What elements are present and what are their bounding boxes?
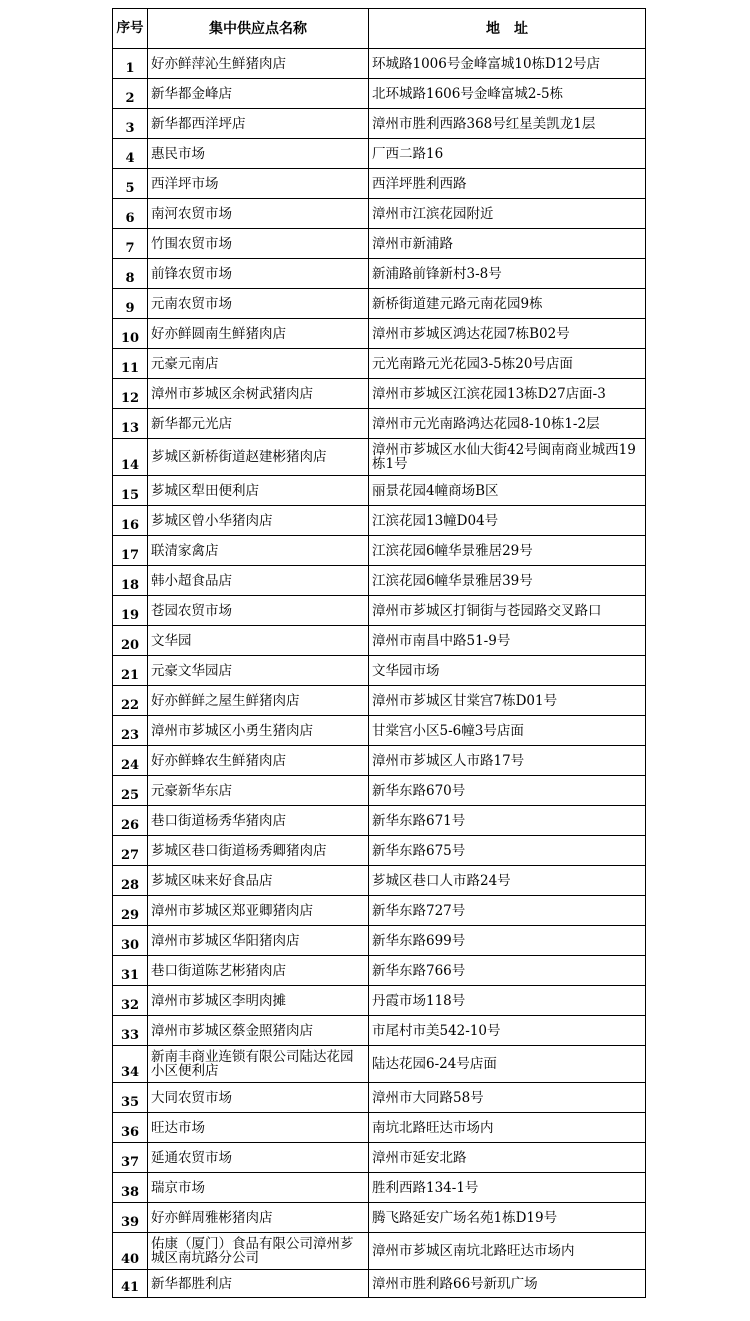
address-cell: 新华东路727号	[369, 896, 646, 926]
table-row	[113, 866, 646, 896]
table-row	[113, 1270, 646, 1298]
serial-number-cell: 22	[113, 686, 148, 716]
table-row	[113, 1173, 646, 1203]
address-cell: 江滨花园13幢D04号	[369, 506, 646, 536]
address-cell: 漳州市芗城区人市路17号	[369, 746, 646, 776]
table-row	[113, 476, 646, 506]
table-row	[113, 536, 646, 566]
table-row	[113, 259, 646, 289]
supply-points-table	[112, 8, 646, 1298]
supply-point-name-cell: 佑康（厦门）食品有限公司漳州芗城区南坑路分公司	[148, 1233, 369, 1270]
serial-number-cell: 2	[113, 79, 148, 109]
address-cell: 新华东路699号	[369, 926, 646, 956]
table-row	[113, 776, 646, 806]
supply-point-name-cell: 芗城区新桥街道赵建彬猪肉店	[148, 439, 369, 476]
serial-number-cell: 17	[113, 536, 148, 566]
address-cell: 南坑北路旺达市场内	[369, 1113, 646, 1143]
address-cell: 陆达花园6-24号店面	[369, 1046, 646, 1083]
serial-number-cell: 36	[113, 1113, 148, 1143]
serial-number-cell: 31	[113, 956, 148, 986]
table-row	[113, 746, 646, 776]
serial-number-cell: 23	[113, 716, 148, 746]
supply-point-name-cell: 苍园农贸市场	[148, 596, 369, 626]
table-row	[113, 229, 646, 259]
serial-number-cell: 11	[113, 349, 148, 379]
supply-point-name-cell: 惠民市场	[148, 139, 369, 169]
supply-point-name-cell: 好亦鲜鲜之屋生鲜猪肉店	[148, 686, 369, 716]
serial-number-cell: 28	[113, 866, 148, 896]
supply-points-table-sheet	[112, 8, 645, 1298]
serial-number-cell: 26	[113, 806, 148, 836]
address-cell: 漳州市新浦路	[369, 229, 646, 259]
serial-number-cell: 6	[113, 199, 148, 229]
address-cell: 新华东路675号	[369, 836, 646, 866]
serial-number-cell: 10	[113, 319, 148, 349]
address-cell: 漳州市芗城区鸿达花园7栋B02号	[369, 319, 646, 349]
supply-point-name-cell: 新华都金峰店	[148, 79, 369, 109]
serial-number-cell: 34	[113, 1046, 148, 1083]
supply-point-name-cell: 瑞京市场	[148, 1173, 369, 1203]
address-cell: 漳州市芗城区江滨花园13栋D27店面-3	[369, 379, 646, 409]
serial-number-cell: 38	[113, 1173, 148, 1203]
serial-number-cell: 9	[113, 289, 148, 319]
table-row	[113, 506, 646, 536]
table-row	[113, 716, 646, 746]
supply-point-name-cell: 新华都西洋坪店	[148, 109, 369, 139]
serial-number-cell: 24	[113, 746, 148, 776]
table-row	[113, 289, 646, 319]
serial-number-cell: 18	[113, 566, 148, 596]
supply-point-name-cell: 文华园	[148, 626, 369, 656]
address-cell: 市尾村市美542-10号	[369, 1016, 646, 1046]
address-cell: 江滨花园6幢华景雅居29号	[369, 536, 646, 566]
address-cell: 元光南路元光花园3-5栋20号店面	[369, 349, 646, 379]
serial-number-cell: 14	[113, 439, 148, 476]
supply-point-name-cell: 芗城区巷口街道杨秀卿猪肉店	[148, 836, 369, 866]
serial-number-cell: 1	[113, 49, 148, 79]
supply-point-name-cell: 新南丰商业连锁有限公司陆达花园小区便利店	[148, 1046, 369, 1083]
table-row	[113, 139, 646, 169]
supply-point-name-cell: 旺达市场	[148, 1113, 369, 1143]
table-row	[113, 1046, 646, 1083]
address-cell: 新华东路766号	[369, 956, 646, 986]
address-cell: 漳州市芗城区水仙大街42号闽南商业城西19栋1号	[369, 439, 646, 476]
supply-point-name-cell: 延通农贸市场	[148, 1143, 369, 1173]
table-row	[113, 1113, 646, 1143]
table-row	[113, 926, 646, 956]
serial-number-cell: 40	[113, 1233, 148, 1270]
serial-number-cell: 39	[113, 1203, 148, 1233]
serial-number-cell: 35	[113, 1083, 148, 1113]
table-row	[113, 1016, 646, 1046]
table-row	[113, 686, 646, 716]
table-row	[113, 199, 646, 229]
table-row	[113, 1143, 646, 1173]
serial-number-cell: 15	[113, 476, 148, 506]
header-serial-number: 序号	[113, 9, 148, 49]
table-row	[113, 109, 646, 139]
header-supply-point-name: 集中供应点名称	[148, 9, 369, 49]
table-row	[113, 349, 646, 379]
serial-number-cell: 8	[113, 259, 148, 289]
serial-number-cell: 16	[113, 506, 148, 536]
table-row	[113, 409, 646, 439]
table-body	[113, 49, 646, 1298]
table-row	[113, 79, 646, 109]
serial-number-cell: 7	[113, 229, 148, 259]
supply-point-name-cell: 芗城区曾小华猪肉店	[148, 506, 369, 536]
supply-point-name-cell: 漳州市芗城区余树武猪肉店	[148, 379, 369, 409]
table-row	[113, 596, 646, 626]
address-cell: 漳州市大同路58号	[369, 1083, 646, 1113]
supply-point-name-cell: 新华都元光店	[148, 409, 369, 439]
serial-number-cell: 30	[113, 926, 148, 956]
supply-point-name-cell: 元南农贸市场	[148, 289, 369, 319]
address-cell: 厂西二路16	[369, 139, 646, 169]
supply-point-name-cell: 西洋坪市场	[148, 169, 369, 199]
serial-number-cell: 25	[113, 776, 148, 806]
supply-point-name-cell: 漳州市芗城区小勇生猪肉店	[148, 716, 369, 746]
supply-point-name-cell: 韩小超食品店	[148, 566, 369, 596]
address-cell: 江滨花园6幢华景雅居39号	[369, 566, 646, 596]
serial-number-cell: 37	[113, 1143, 148, 1173]
serial-number-cell: 21	[113, 656, 148, 686]
table-header-row	[113, 9, 646, 49]
address-cell: 胜利西路134-1号	[369, 1173, 646, 1203]
supply-point-name-cell: 漳州市芗城区李明肉摊	[148, 986, 369, 1016]
address-cell: 漳州市芗城区南坑北路旺达市场内	[369, 1233, 646, 1270]
address-cell: 漳州市元光南路鸿达花园8-10栋1-2层	[369, 409, 646, 439]
address-cell: 新华东路671号	[369, 806, 646, 836]
supply-point-name-cell: 漳州市芗城区蔡金照猪肉店	[148, 1016, 369, 1046]
supply-point-name-cell: 巷口街道杨秀华猪肉店	[148, 806, 369, 836]
table-row	[113, 626, 646, 656]
supply-point-name-cell: 元豪元南店	[148, 349, 369, 379]
address-cell: 腾飞路延安广场名苑1栋D19号	[369, 1203, 646, 1233]
serial-number-cell: 4	[113, 139, 148, 169]
serial-number-cell: 20	[113, 626, 148, 656]
address-cell: 漳州市胜利路66号新玑广场	[369, 1270, 646, 1298]
serial-number-cell: 33	[113, 1016, 148, 1046]
supply-point-name-cell: 芗城区犁田便利店	[148, 476, 369, 506]
address-cell: 漳州市南昌中路51-9号	[369, 626, 646, 656]
supply-point-name-cell: 大同农贸市场	[148, 1083, 369, 1113]
address-cell: 新华东路670号	[369, 776, 646, 806]
supply-point-name-cell: 南河农贸市场	[148, 199, 369, 229]
address-cell: 甘棠宫小区5-6幢3号店面	[369, 716, 646, 746]
address-cell: 新桥街道建元路元南花园9栋	[369, 289, 646, 319]
address-cell: 文华园市场	[369, 656, 646, 686]
address-cell: 漳州市江滨花园附近	[369, 199, 646, 229]
table-row	[113, 656, 646, 686]
supply-point-name-cell: 好亦鲜圆南生鲜猪肉店	[148, 319, 369, 349]
supply-point-name-cell: 元豪文华园店	[148, 656, 369, 686]
address-cell: 北环城路1606号金峰富城2-5栋	[369, 79, 646, 109]
supply-point-name-cell: 芗城区味来好食品店	[148, 866, 369, 896]
table-row	[113, 806, 646, 836]
table-row	[113, 836, 646, 866]
supply-point-name-cell: 元豪新华东店	[148, 776, 369, 806]
serial-number-cell: 29	[113, 896, 148, 926]
table-row	[113, 566, 646, 596]
address-cell: 漳州市胜利西路368号红星美凯龙1层	[369, 109, 646, 139]
address-cell: 环城路1006号金峰富城10栋D12号店	[369, 49, 646, 79]
address-cell: 漳州市延安北路	[369, 1143, 646, 1173]
supply-point-name-cell: 巷口街道陈艺彬猪肉店	[148, 956, 369, 986]
table-row	[113, 1203, 646, 1233]
serial-number-cell: 13	[113, 409, 148, 439]
table-row	[113, 379, 646, 409]
supply-point-name-cell: 联清家禽店	[148, 536, 369, 566]
address-cell: 芗城区巷口人市路24号	[369, 866, 646, 896]
table-row	[113, 956, 646, 986]
serial-number-cell: 27	[113, 836, 148, 866]
supply-point-name-cell: 新华都胜利店	[148, 1270, 369, 1298]
serial-number-cell: 12	[113, 379, 148, 409]
serial-number-cell: 5	[113, 169, 148, 199]
table-row	[113, 439, 646, 476]
table-row	[113, 319, 646, 349]
address-cell: 丹霞市场118号	[369, 986, 646, 1016]
table-row	[113, 986, 646, 1016]
serial-number-cell: 3	[113, 109, 148, 139]
supply-point-name-cell: 好亦鲜萍沁生鲜猪肉店	[148, 49, 369, 79]
address-cell: 漳州市芗城区打铜街与苍园路交叉路口	[369, 596, 646, 626]
address-cell: 漳州市芗城区甘棠宫7栋D01号	[369, 686, 646, 716]
table-row	[113, 169, 646, 199]
address-cell: 丽景花园4幢商场B区	[369, 476, 646, 506]
supply-point-name-cell: 竹围农贸市场	[148, 229, 369, 259]
serial-number-cell: 19	[113, 596, 148, 626]
table-row	[113, 1233, 646, 1270]
address-cell: 新浦路前锋新村3-8号	[369, 259, 646, 289]
serial-number-cell: 32	[113, 986, 148, 1016]
supply-point-name-cell: 前锋农贸市场	[148, 259, 369, 289]
table-row	[113, 896, 646, 926]
supply-point-name-cell: 好亦鲜蜂农生鲜猪肉店	[148, 746, 369, 776]
supply-point-name-cell: 好亦鲜周雅彬猪肉店	[148, 1203, 369, 1233]
address-cell: 西洋坪胜利西路	[369, 169, 646, 199]
supply-point-name-cell: 漳州市芗城区郑亚卿猪肉店	[148, 896, 369, 926]
table-row	[113, 49, 646, 79]
table-row	[113, 1083, 646, 1113]
header-address: 地 址	[369, 9, 646, 49]
serial-number-cell: 41	[113, 1270, 148, 1298]
supply-point-name-cell: 漳州市芗城区华阳猪肉店	[148, 926, 369, 956]
